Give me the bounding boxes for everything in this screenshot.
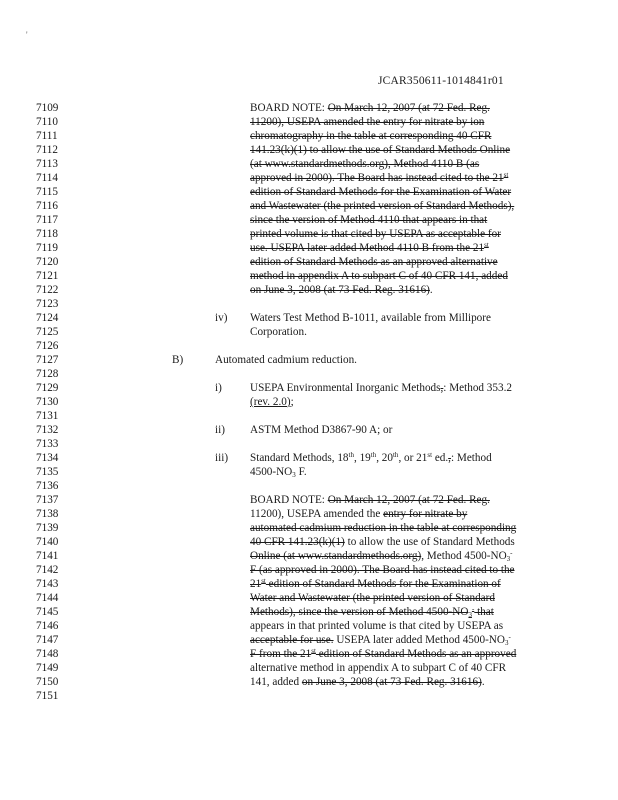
item-iii-text: Standard Methods, 18th, 19th, 20th, or 21st ed.,: Method <box>250 451 492 464</box>
struck-text: 21 <box>250 578 262 590</box>
line-number: 7150 <box>36 676 59 688</box>
item-iv-line-2 <box>0 326 618 339</box>
line-number-row <box>0 298 618 311</box>
line-number: 7148 <box>36 648 59 660</box>
struck-text: F from the 21 <box>250 648 312 660</box>
struck-text: On March 12, 2007 (at 72 Fed. Reg. <box>327 102 490 114</box>
line-number: 7135 <box>36 466 59 478</box>
note2-line-10: appears in that printed volume is that cited by USEPA as <box>250 620 504 632</box>
struck-text: On March 12, 2007 (at 72 Fed. Reg. <box>327 494 490 506</box>
struck-text: automated cadmium reduction in the table at corresponding <box>250 522 517 534</box>
item-B <box>0 354 618 367</box>
line-number: 7117 <box>36 214 58 226</box>
line-number-row <box>0 480 618 493</box>
struck-text: Water and Wastewater (the printed version of Standard <box>250 592 495 604</box>
superscript: st <box>503 171 509 179</box>
struck-text: acceptable for use. <box>250 634 334 646</box>
struck-text: chromatography in the table at corresponding 40 CFR <box>250 130 492 142</box>
line-number: 7141 <box>36 550 59 562</box>
line-number: 7138 <box>36 508 59 520</box>
line-number: 7126 <box>36 340 59 352</box>
line-number: 7147 <box>36 634 59 646</box>
line-number: 7142 <box>36 564 59 576</box>
line-number: 7113 <box>36 158 58 170</box>
note2-line-6 <box>0 564 618 577</box>
line-number: 7130 <box>36 396 59 408</box>
line-number: 7119 <box>36 242 58 254</box>
note2-line-12: F from the 21st edition of Standard Methods as an approved <box>250 647 517 660</box>
struck-text: (at www.standardmethods.org), Method 4110 B (as <box>250 158 480 170</box>
note2-line-1 <box>0 494 618 507</box>
line-number: 7139 <box>36 522 59 534</box>
line-number-row <box>0 340 618 353</box>
item-i-text: USEPA Environmental Inorganic Methods,: Method 353.2 <box>250 382 512 394</box>
struck-text: , <box>448 452 451 464</box>
struck-text: F (as approved in 2000). The Board has instead cited to the <box>250 564 515 576</box>
note1-line-3 <box>0 130 618 143</box>
note1-line-12 <box>0 256 618 269</box>
line-number: 7133 <box>36 438 59 450</box>
note2-line-13: alternative method in appendix A to subpart C of 40 CFR <box>250 662 507 674</box>
item-iv-label: iv) <box>215 312 228 324</box>
note1-line-2 <box>0 116 618 129</box>
item-ii <box>0 424 618 437</box>
struck-text: and Wastewater (the printed version of Standard Methods), <box>250 200 515 212</box>
note1-line-4 <box>0 144 618 157</box>
struck-text: since the version of Method 4110 that appears in that <box>250 214 488 226</box>
line-number: 7128 <box>36 368 59 380</box>
underlined-text: (rev. 2.0) <box>250 396 291 408</box>
line-number: 7136 <box>36 480 59 492</box>
struck-text: printed volume is that cited by USEPA as acceptable for <box>250 228 501 240</box>
line-number: 7122 <box>36 284 59 296</box>
note1-line-10 <box>0 228 618 241</box>
superscript: st <box>484 241 489 249</box>
line-number: 7125 <box>36 326 59 338</box>
struck-text: 11200), USEPA amended the entry for nitrate by ion <box>250 116 485 128</box>
item-iv-line-1 <box>0 312 618 325</box>
line-number: 7116 <box>36 200 58 212</box>
note1-line-5 <box>0 158 618 171</box>
line-number: 7146 <box>36 620 59 632</box>
note1-line-9 <box>0 214 618 227</box>
note1-line-1 <box>0 102 618 115</box>
note2-line-5: Online (at www.standardmethods.org), Method $4500-NO_3^-$ <box>250 549 513 563</box>
line-number: 7123 <box>36 298 59 310</box>
struck-text: 40 CFR 141.23(k)(1) <box>250 536 345 548</box>
item-iv-text: Waters Test Method B-1011, available from Millipore <box>250 312 491 324</box>
note1-line-7 <box>0 186 618 199</box>
document-id: JCAR350611-1014841r01 <box>378 75 504 87</box>
struck-text: approved in 2000). The Board has instead cited to the 21 <box>250 172 504 184</box>
line-number: 7143 <box>36 578 59 590</box>
note1-line-8 <box>0 200 618 213</box>
line-number: 7110 <box>36 116 58 128</box>
struck-text: edition of Standard Methods for the Examination of Water <box>250 186 512 198</box>
item-B-label: B) <box>172 354 184 366</box>
line-number-row <box>0 368 618 381</box>
line-number: 7132 <box>36 424 59 436</box>
line-number: 7115 <box>36 186 58 198</box>
line-number: 7131 <box>36 410 59 422</box>
item-i-label: i) <box>215 382 222 394</box>
note2-line-7: 21st edition of Standard Methods for the Examination of <box>250 577 501 590</box>
struck-text: on June 3, 2008 (at 73 Fed. Reg. 31616) <box>301 676 482 688</box>
line-number: 7124 <box>36 312 59 324</box>
struck-text: Online (at www.standardmethods.org) <box>250 550 422 562</box>
line-number: 7134 <box>36 452 59 464</box>
line-number: 7137 <box>36 494 59 506</box>
struck-text: Methods), since the version of Method 4500-NO <box>250 606 469 618</box>
line-number-row <box>0 438 618 451</box>
item-iv-text: Corporation. <box>250 326 307 338</box>
line-number: 7129 <box>36 382 59 394</box>
line-number: 7140 <box>36 536 59 548</box>
note2-line-2: 11200), USEPA amended the entry for nitrate by <box>250 508 468 520</box>
item-ii-text: ASTM Method D3867-90 A; or <box>250 424 393 436</box>
line-number-row <box>0 690 618 703</box>
line-number: 7114 <box>36 172 58 184</box>
note2-line-9: Methods), since the version of Method $4500-NO_3^-$ that <box>250 605 494 619</box>
line-number: 7112 <box>36 144 58 156</box>
item-ii-label: ii) <box>215 424 225 436</box>
note2-line-8 <box>0 592 618 605</box>
line-number: 7145 <box>36 606 59 618</box>
struck-text: entry for nitrate by <box>383 508 468 520</box>
note-label: BOARD NOTE: <box>250 102 328 114</box>
item-i-line-1 <box>0 382 618 395</box>
note1-line-6 <box>0 172 618 185</box>
struck-text: use. USEPA later added Method 4110 B from the 21 <box>250 242 485 254</box>
line-number: 7151 <box>36 690 59 702</box>
note2-line-4: 40 CFR 141.23(k)(1) to allow the use of Standard Methods <box>250 536 515 548</box>
note2-line-11: acceptable for use. USEPA later added Method $4500-NO_3^-$ <box>250 633 511 647</box>
item-iii-line-2: $4500-NO_3$ F. <box>250 466 307 479</box>
note-label: BOARD NOTE: <box>250 494 328 506</box>
struck-text: edition of Standard Methods as an approved alternative <box>250 256 498 268</box>
line-number: 7118 <box>36 228 58 240</box>
note1-line-13 <box>0 270 618 283</box>
item-i-line-2: (rev. 2.0); <box>250 396 294 408</box>
item-B-text: Automated cadmium reduction. <box>215 354 357 366</box>
line-number: 7121 <box>36 270 59 282</box>
struck-text: 141.23(k)(1) to allow the use of Standard Methods Online <box>250 144 511 156</box>
note1-line-14: on June 3, 2008 (at 73 Fed. Reg. 31616). <box>250 284 433 296</box>
line-number: 7111 <box>36 130 58 142</box>
line-number: 7127 <box>36 354 59 366</box>
item-iii-line-1 <box>0 452 618 465</box>
struck-text: , <box>440 382 444 394</box>
line-number-row <box>0 410 618 423</box>
line-number: 7109 <box>36 102 59 114</box>
item-iii-label: iii) <box>215 452 229 464</box>
note2-line-3 <box>0 522 618 535</box>
struck-text: on June 3, 2008 (at 73 Fed. Reg. 31616) <box>250 284 430 296</box>
line-number: 7144 <box>36 592 59 604</box>
line-number: 7149 <box>36 662 59 674</box>
note2-line-14: 141, added on June 3, 2008 (at 73 Fed. Reg. 31616). <box>250 676 485 688</box>
struck-text: method in appendix A to subpart C of 40 CFR 141, added <box>250 270 508 282</box>
stray-mark: ' <box>26 30 28 40</box>
line-number: 7120 <box>36 256 59 268</box>
note1-line-11 <box>0 242 618 255</box>
